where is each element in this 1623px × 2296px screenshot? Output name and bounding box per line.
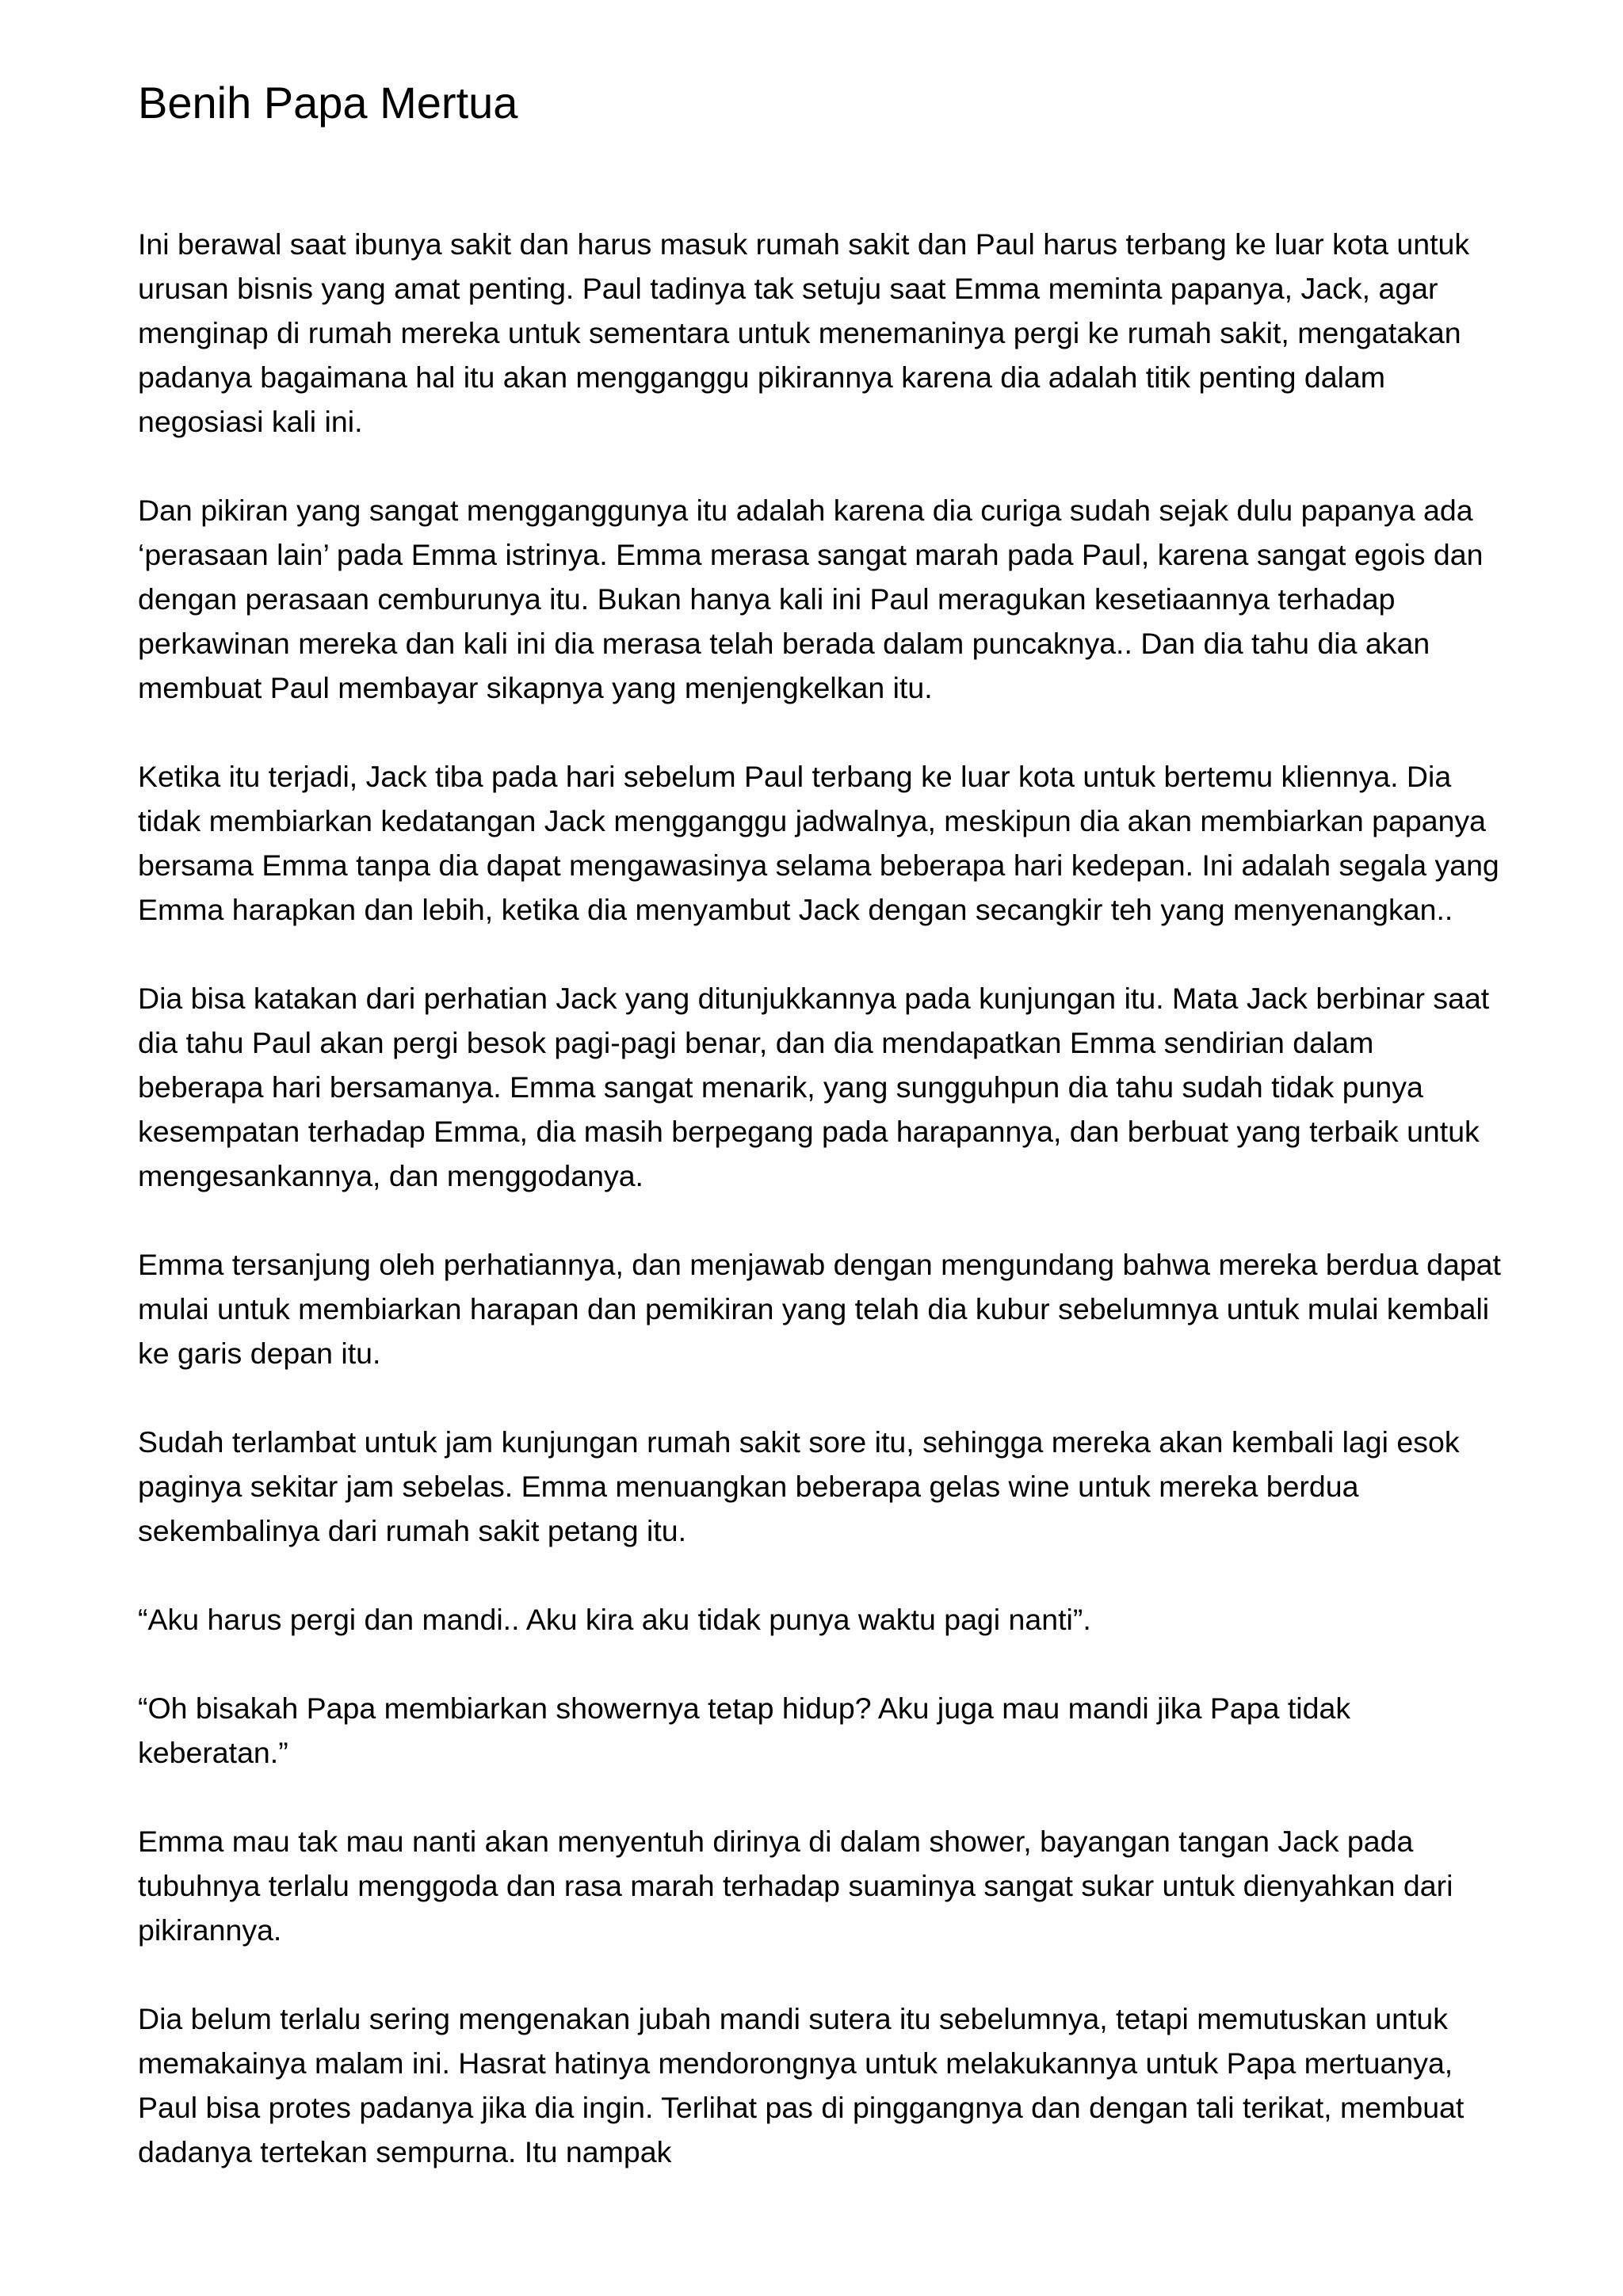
paragraph-5: Emma tersanjung oleh perhatiannya, dan menjawab dengan mengundang bahwa mereka berdua dapat mulai untuk membiarkan harapan dan pemikiran yang telah dia kubur sebelumnya untuk mulai kembali ke garis depan itu. xyxy=(138,1248,1501,1370)
paragraph-7: “Aku harus pergi dan mandi.. Aku kira aku tidak punya waktu pagi nanti”. xyxy=(138,1603,1091,1636)
document-body xyxy=(138,222,1507,2218)
paragraph-4: Dia bisa katakan dari perhatian Jack yang ditunjukkannya pada kunjungan itu. Mata Jack berbinar saat dia tahu Paul akan pergi besok pagi-pagi benar, dan dia mendapatkan Emma sendirian dalam beberapa hari bersamanya. Emma sangat menarik, yang sungguhpun dia tahu sudah tidak punya kesempatan terhadap Emma, dia masih berpegang pada harapannya, dan berbuat yang terbaik untuk mengesankannya, dan menggodanya. xyxy=(138,982,1490,1192)
document-title: Benih Papa Mertua xyxy=(138,78,518,128)
paragraph-10: Dia belum terlalu sering mengenakan jubah mandi sutera itu sebelumnya, tetapi memutuskan untuk memakainya malam ini. Hasrat hatinya mendorongnya untuk melakukannya untuk Papa mertuanya, Paul bisa protes padanya jika dia ingin. Terlihat pas di pinggangnya dan dengan tali terikat, membuat dadanya tertekan sempurna. Itu nampak xyxy=(138,2002,1465,2168)
paragraph-1: Ini berawal saat ibunya sakit dan harus masuk rumah sakit dan Paul harus terbang ke luar kota untuk urusan bisnis yang amat penting. Paul tadinya tak setuju saat Emma meminta papanya, Jack, agar menginap di rumah mereka untuk sementara untuk menemaninya pergi ke rumah sakit, mengatakan padanya bagaimana hal itu akan mengganggu pikirannya karena dia adalah titik penting dalam negosiasi kali ini. xyxy=(138,227,1470,438)
paragraph-3: Ketika itu terjadi, Jack tiba pada hari sebelum Paul terbang ke luar kota untuk bertemu kliennya. Dia tidak membiarkan kedatangan Jack mengganggu jadwalnya, meskipun dia akan membiarkan papanya bersama Emma tanpa dia dapat mengawasinya selama beberapa hari kedepan. Ini adalah segala yang Emma harapkan dan lebih, ketika dia menyambut Jack dengan secangkir teh yang menyenangkan.. xyxy=(138,760,1499,926)
paragraph-2: Dan pikiran yang sangat mengganggunya itu adalah karena dia curiga sudah sejak dulu papanya ada ‘perasaan lain’ pada Emma istrinya. Emma merasa sangat marah pada Paul, karena sangat egois dan dengan perasaan cemburunya itu. Bukan hanya kali ini Paul meragukan kesetiaannya terhadap perkawinan mereka dan kali ini dia merasa telah berada dalam puncaknya.. Dan dia tahu dia akan membuat Paul membayar sikapnya yang menjengkelkan itu. xyxy=(138,494,1484,704)
paragraph-6: Sudah terlambat untuk jam kunjungan rumah sakit sore itu, sehingga mereka akan kembali lagi esok paginya sekitar jam sebelas. Emma menuangkan beberapa gelas wine untuk mereka berdua sekembalinya dari rumah sakit petang itu. xyxy=(138,1425,1460,1547)
paragraph-9: Emma mau tak mau nanti akan menyentuh dirinya di dalam shower, bayangan tangan Jack pada tubuhnya terlalu menggoda dan rasa marah terhadap suaminya sangat sukar untuk dienyahkan dari pikirannya. xyxy=(138,1825,1453,1947)
paragraph-8: “Oh bisakah Papa membiarkan showernya tetap hidup? Aku juga mau mandi jika Papa tidak keberatan.” xyxy=(138,1691,1351,1769)
